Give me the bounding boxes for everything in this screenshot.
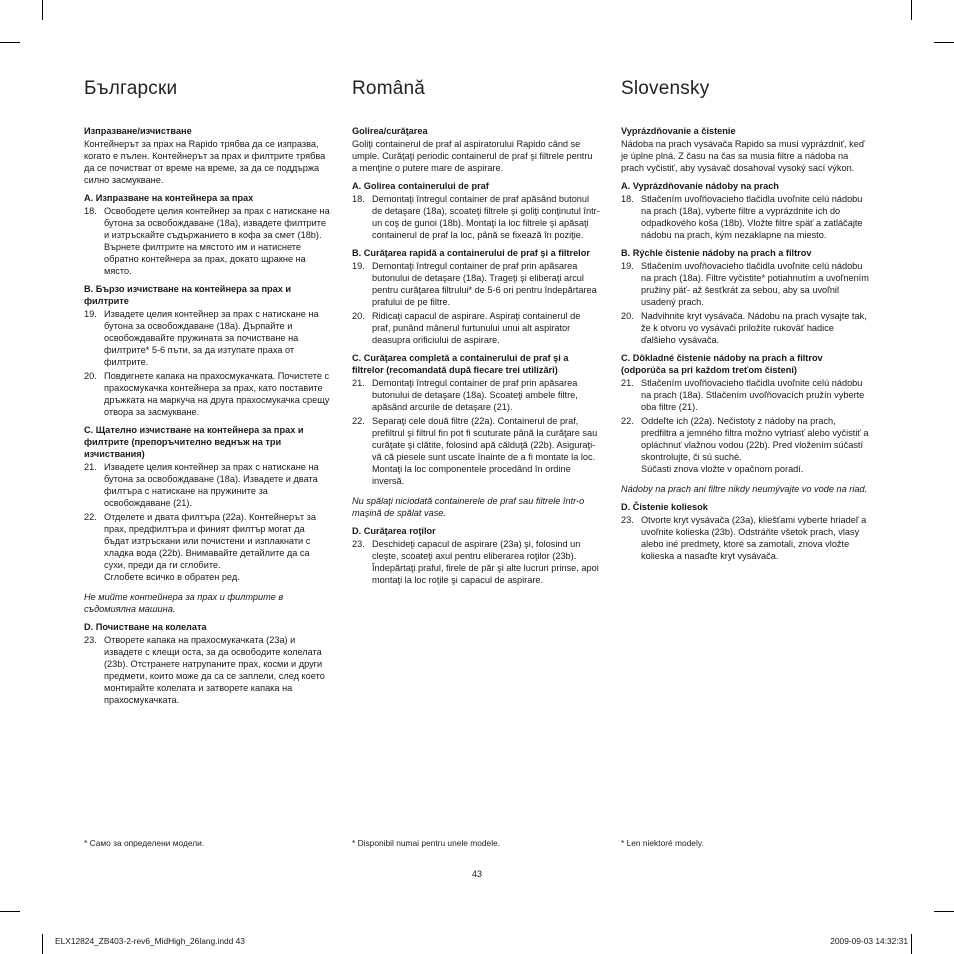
subsection-title: C. Curăţarea completă a containerului de praf şi a filtrelor (recomandată după fiecare trei utilizări) <box>352 353 569 375</box>
intro-paragraph: Goliţi containerul de praf al aspiratorului Rapido când se umple. Curăţaţi periodic containerul de praf şi filtrele pentru a menţine o putere mare de aspirare. <box>352 139 593 173</box>
step-item <box>84 308 332 368</box>
footnote-slovak: * Len niektoré modely. <box>621 838 704 848</box>
steps-list <box>84 634 332 706</box>
steps-list <box>621 260 869 346</box>
step-text: Ridicaţi capacul de aspirare. Aspiraţi containerul de praf, punând mânerul furtunului unui alt aspirator deasupra orificiului de aspirare. <box>372 311 581 345</box>
warning-note: Не мийте контейнера за прах и филтрите в съдомиялна машина. <box>84 592 284 614</box>
step-number: 18. <box>621 194 634 204</box>
step-text: Nadvihnite kryt vysávača. Nádobu na prach vysajte tak, že k otvoru vo vysávači priložíte rukoväť hadice ďalšieho vysávača. <box>641 311 867 345</box>
step-text: Otvorte kryt vysávača (23a), kliešťami vyberte hriadeľ a uvoľnite kolieska (23b). Odstráňte všetok prach, vlasy alebo iné predmety, ktoré sa zamotali, znova vložte kolieska a nasaďte kryt vysávača. <box>641 515 867 561</box>
section-title: Golirea/curăţarea <box>352 126 428 136</box>
step-number: 22. <box>621 416 634 426</box>
step-number: 23. <box>352 539 365 549</box>
footnote-romanian: * Disponibil numai pentru unele modele. <box>352 838 501 848</box>
step-text: Oddeľte ich (22a). Nečistoty z nádoby na prach, predfiltra a jemného filtra možno vytriasť alebo vyčistiť a opláchnuť vlažnou vodou (22b). Pred vložením súčastí skontrolujte, či sú suché. Súčasti znova vložte v opačnom poradí. <box>641 416 869 474</box>
warning-note: Nádoby na prach ani filtre nikdy neumývajte vo vode na riad. <box>621 484 868 494</box>
step-number: 20. <box>84 371 97 381</box>
step-number: 21. <box>352 378 365 388</box>
step-text: Stlačením uvoľňovacieho tlačidla uvoľnite celú nádobu na prach (18a). Stlačením uvoľňovacích pružín vyberte oba filtre (21). <box>641 378 865 412</box>
footnote-bulgarian: * Само за определени модели. <box>84 838 205 848</box>
step-item <box>352 538 600 586</box>
step-item <box>84 461 332 509</box>
column-content <box>621 125 869 562</box>
crop-mark-bottom-left-h <box>0 911 20 912</box>
column-content <box>352 125 600 586</box>
step-item <box>352 415 600 487</box>
steps-list <box>352 260 600 346</box>
column-bulgarian <box>84 78 332 708</box>
step-text: Повдигнете капака на прахосмукачката. Почистете с прахосмукачка контейнера за прах, като поставите дръжката на маркуча на друга прахосмукачка срещу отвора за засмукване. <box>104 371 330 417</box>
step-item <box>621 415 869 475</box>
column-content <box>84 125 332 706</box>
step-number: 22. <box>352 416 365 426</box>
step-number: 19. <box>352 261 365 271</box>
section-title: Изпразване/изчистване <box>84 126 192 136</box>
language-heading: Română <box>352 78 426 99</box>
crop-mark-top-left-h <box>0 42 20 43</box>
subsection-title: A. Изпразване на контейнера за прах <box>84 193 254 203</box>
step-number: 19. <box>84 309 97 319</box>
step-text: Освободете целия контейнер за прах с натискане на бутона за освобождаване (18a), извадете филтрите и изтръскайте съдържанието в кофа за смет (18b). Върнете филтрите на мястото им и натиснете обратно контейнера за прах, докато щракне на място. <box>104 206 330 276</box>
crop-mark-bottom-right-v <box>911 934 912 954</box>
step-item <box>352 310 600 346</box>
step-item <box>352 260 600 308</box>
step-text: Deschideţi capacul de aspirare (23a) şi, folosind un cleşte, scoateţi axul pentru eliberarea roţilor (23b). Îndepărtaţi praful, firele de păr şi alte lucruri prinse, apoi montaţi la loc roţile şi capacul de aspirare. <box>372 539 599 585</box>
step-item <box>84 370 332 418</box>
step-number: 21. <box>621 378 634 388</box>
subsection-title: D. Curăţarea roţilor <box>352 526 436 536</box>
step-item <box>84 511 332 583</box>
page-number: 43 <box>471 869 482 879</box>
crop-mark-bottom-right-h <box>934 911 954 912</box>
subsection-title: C. Dôkladné čistenie nádoby na prach a filtrov (odporúča sa pri každom treťom čistení) <box>621 353 823 375</box>
steps-list <box>621 377 869 475</box>
language-heading: Български <box>84 78 178 99</box>
steps-list <box>621 514 869 562</box>
crop-mark-top-right-v <box>911 0 912 20</box>
language-heading: Slovensky <box>621 78 710 99</box>
step-text: Извадете целия контейнер за прах с натискане на бутона за освобождаване (18a). Дърпайте и освобождавайте пружината за почистване на филтрите* 5-6 пъти, за да изтупате праха от филтрите. <box>104 309 319 367</box>
step-text: Separaţi cele două filtre (22a). Containerul de praf, prefiltrul şi filtrul fin pot fi scuturate până la curăţare sau curăţate şi clătite, folosind apă călduţă (22b). Asiguraţi-vă că piesele sunt uscate înainte de a fi montate la loc. Montaţi la loc componentele procedând în ordine inversă. <box>372 416 598 486</box>
steps-list <box>84 205 332 277</box>
step-text: Stlačením uvoľňovacieho tlačidla uvoľnite celú nádobu na prach (18a), vyberte filtre a vyprázdnite ich do odpadkového koša (18b). Vložte filtre späť a zatláčajte nádobu na prach, kým nezaklapne na miesto. <box>641 194 863 240</box>
crop-mark-bottom-left-v <box>42 934 43 954</box>
steps-list <box>84 308 332 418</box>
column-romanian <box>352 78 600 588</box>
step-text: Извадете целия контейнер за прах с натискане на бутона за освобождаване (18a). Извадете и двата филтъра с натискане на пружините за освобождаване (21). <box>104 462 319 508</box>
crop-mark-top-right-h <box>934 42 954 43</box>
step-item <box>621 514 869 562</box>
step-item <box>352 193 600 241</box>
crop-mark-top-left-v <box>42 0 43 20</box>
step-text: Demontaţi întregul container de praf apăsând butonul de detaşare (18a), scoateţi filtrele şi goliţi conţinutul într-un coş de gunoi (18b). Montaţi la loc filtrele şi apăsaţi containerul de praf la loc, până se fixează în poziţie. <box>372 194 600 240</box>
subsection-title: C. Щателно изчистване на контейнера за прах и филтрите (препоръчително веднъж на три изчиствания) <box>84 425 304 459</box>
column-slovak <box>621 78 869 564</box>
subsection-title: A. Vyprázdňovanie nádoby na prach <box>621 181 779 191</box>
step-number: 21. <box>84 462 97 472</box>
step-text: Demontaţi întregul container de praf prin apăsarea butonului de detaşare (18a). Scoateţi ambele filtre, apăsând arcurile de detaşare (21). <box>372 378 578 412</box>
step-number: 23. <box>621 515 634 525</box>
step-item <box>84 205 332 277</box>
step-number: 19. <box>621 261 634 271</box>
step-item <box>621 377 869 413</box>
steps-list <box>352 377 600 487</box>
step-number: 18. <box>84 206 97 216</box>
step-text: Отделете и двата филтъра (22a). Контейнерът за прах, предфилтъра и финият филтър могат да бъдат изтръскани или почистени и изплакнати с хладка вода (22b). Внимавайте детайлите да са сухи, преди да ги сглобите. Сглобете всичко в обратен ред. <box>104 512 316 582</box>
step-text: Demontaţi întregul container de praf prin apăsarea butonului de detaşare (18a). Trageţi şi eliberaţi arcul pentru curăţarea filtrului* de 5-6 ori pentru îndepărtarea prafului de pe filtre. <box>372 261 597 307</box>
step-number: 20. <box>621 311 634 321</box>
step-number: 22. <box>84 512 97 522</box>
subsection-title: A. Golirea containerului de praf <box>352 181 489 191</box>
subsection-title: B. Rýchle čistenie nádoby na prach a filtrov <box>621 248 812 258</box>
step-text: Отворете капака на прахосмукачката (23a) и извадете с клещи оста, за да освободите колелата (23b). Отстранете натрупаните прах, косми и други предмети, които може да са се заплели, след което монтирайте колелата и затворете капака на прахосмукачката. <box>104 635 325 705</box>
subsection-title: D. Čistenie koliesok <box>621 502 708 512</box>
steps-list <box>621 193 869 241</box>
step-item <box>621 193 869 241</box>
steps-list <box>352 193 600 241</box>
subsection-title: B. Бързо изчистване на контейнера за прах и филтрите <box>84 284 292 306</box>
step-item <box>621 260 869 308</box>
section-title: Vyprázdňovanie a čistenie <box>621 126 736 136</box>
print-slug-timestamp: 2009-09-03 14:32:31 <box>830 936 908 946</box>
subsection-title: B. Curăţarea rapidă a containerului de praf şi a filtrelor <box>352 248 590 258</box>
steps-list <box>84 461 332 583</box>
step-number: 20. <box>352 311 365 321</box>
step-text: Stlačením uvoľňovacieho tlačidla uvoľnite celú nádobu na prach (18a). Filtre vyčistite* potiahnutím a uvoľnením pružiny päť- až šesťkrát za sebou, aby sa uvoľnil usadený prach. <box>641 261 869 307</box>
subsection-title: D. Почистване на колелата <box>84 622 207 632</box>
intro-paragraph: Контейнерът за прах на Rapido трябва да се изпразва, когато е пълен. Контейнерът за прах и филтрите трябва да се почистват от време на време, за да се поддържа силно засмукване. <box>84 139 326 185</box>
step-number: 18. <box>352 194 365 204</box>
steps-list <box>352 538 600 586</box>
step-number: 23. <box>84 635 97 645</box>
intro-paragraph: Nádoba na prach vysávača Rapido sa musí vyprázdniť, keď je úplne plná. Z času na čas sa musia filtre a nádoba na prach vyčistiť, aby vysávač dosahoval vysoký sací výkon. <box>621 139 865 173</box>
step-item <box>621 310 869 346</box>
print-slug-filename: ELX12824_ZB403-2-rev6_MidHigh_26lang.indd 43 <box>55 936 245 946</box>
warning-note: Nu spălaţi niciodată containerele de praf sau filtrele într-o maşină de spălat vase. <box>352 496 585 518</box>
step-item <box>352 377 600 413</box>
step-item <box>84 634 332 706</box>
